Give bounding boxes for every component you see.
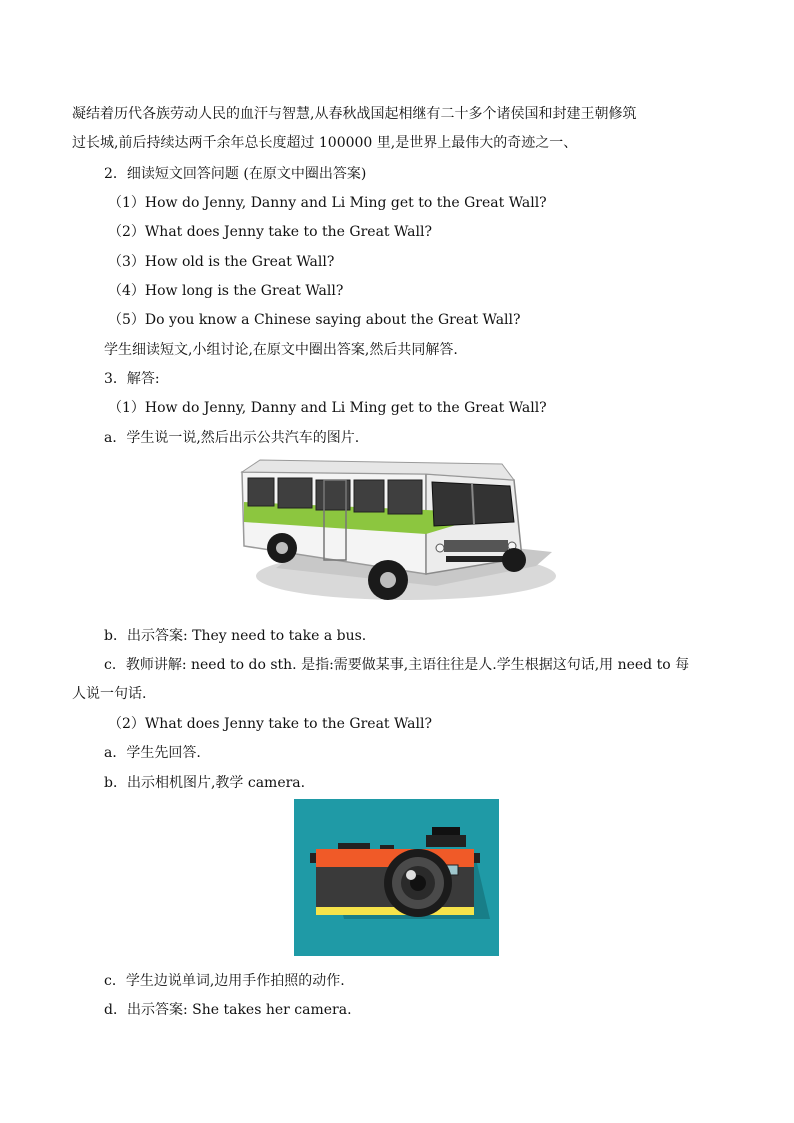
step-item: b．出示相机图片,教学 camera. bbox=[104, 775, 306, 791]
step-item: a．学生说一说,然后出示公共汽车的图片. bbox=[104, 430, 360, 446]
paragraph-line: 学生细读短文,小组讨论,在原文中圈出答案,然后共同解答. bbox=[104, 342, 458, 358]
question-item: （5）Do you know a Chinese saying about the Great Wall? bbox=[108, 312, 521, 328]
question-item: （4）How long is the Great Wall? bbox=[108, 283, 344, 299]
step-item: d．出示答案: She takes her camera. bbox=[104, 1002, 352, 1018]
paragraph-line: 人说一句话. bbox=[72, 686, 147, 702]
section-heading: 3．解答: bbox=[104, 371, 160, 387]
step-item: b．出示答案: They need to take a bus. bbox=[104, 628, 367, 644]
paragraph-line: 过长城,前后持续达两千余年总长度超过 100000 里,是世界上最伟大的奇迹之一、 bbox=[72, 135, 578, 151]
question-item: （3）How old is the Great Wall? bbox=[108, 254, 335, 270]
question-item: （1）How do Jenny, Danny and Li Ming get to the Great Wall? bbox=[108, 400, 547, 416]
camera-image bbox=[294, 799, 499, 956]
step-item: c．学生边说单词,边用手作拍照的动作. bbox=[104, 973, 345, 989]
bus-image bbox=[236, 456, 556, 608]
question-item: （2）What does Jenny take to the Great Wall? bbox=[108, 224, 432, 240]
section-heading: 2．细读短文回答问题 (在原文中圈出答案) bbox=[104, 166, 367, 182]
question-item: （2）What does Jenny take to the Great Wall? bbox=[108, 716, 432, 732]
question-item: （1）How do Jenny, Danny and Li Ming get to the Great Wall? bbox=[108, 195, 547, 211]
paragraph-line: 凝结着历代各族劳动人民的血汗与智慧,从春秋战国起相继有二十多个诸侯国和封建王朝修筑 bbox=[72, 106, 637, 122]
step-item: a．学生先回答. bbox=[104, 745, 201, 761]
step-item: c．教师讲解: need to do sth. 是指:需要做某事,主语往往是人.学生根据这句话,用 need to 每 bbox=[104, 657, 690, 673]
